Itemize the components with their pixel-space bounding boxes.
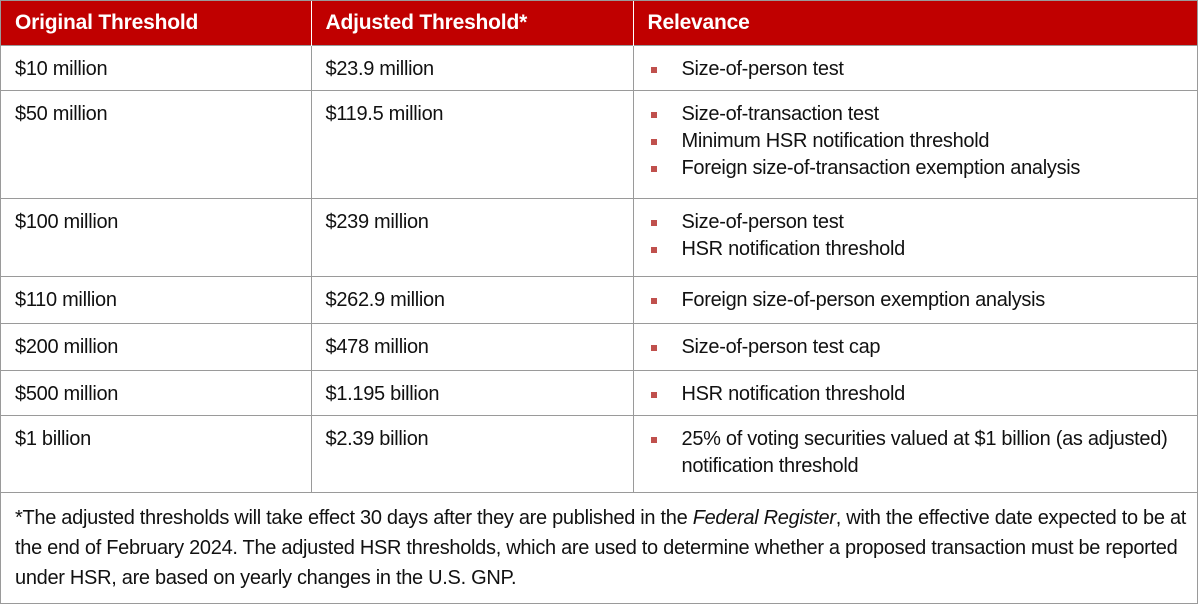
square-bullet-icon — [651, 247, 657, 253]
threshold-table — [1, 1, 1197, 492]
original-threshold-cell: $110 million — [1, 277, 311, 324]
header-original-threshold: Original Threshold — [1, 1, 311, 46]
table-header-row — [1, 1, 1197, 46]
relevance-item: Size-of-person test — [644, 209, 1198, 236]
original-threshold-cell: $500 million — [1, 371, 311, 416]
adjusted-threshold-cell: $262.9 million — [311, 277, 633, 324]
relevance-item: Foreign size-of-transaction exemption analysis — [644, 155, 1198, 182]
relevance-item: Minimum HSR notification threshold — [644, 128, 1198, 155]
relevance-item: HSR notification threshold — [644, 236, 1198, 263]
table-row — [1, 324, 1197, 371]
relevance-item: 25% of voting securities valued at $1 billion (as adjusted) notification threshold — [644, 426, 1198, 480]
square-bullet-icon — [651, 112, 657, 118]
adjusted-threshold-cell: $2.39 billion — [311, 416, 633, 492]
square-bullet-icon — [651, 345, 657, 351]
relevance-cell — [633, 277, 1197, 324]
footnote-text-end: , with the effective date expected to be at the end of February 2024. The adjusted HSR thresholds, which are used to determine whether a proposed transaction must be reported under HSR, are based on yearly changes in the U.S. GNP. — [15, 506, 1187, 589]
square-bullet-icon — [651, 166, 657, 172]
table-row — [1, 416, 1197, 492]
relevance-cell — [633, 416, 1197, 492]
relevance-cell — [633, 46, 1197, 91]
relevance-item: Size-of-transaction test — [644, 101, 1198, 128]
header-relevance: Relevance — [633, 1, 1197, 46]
original-threshold-cell: $100 million — [1, 199, 311, 277]
table-row — [1, 371, 1197, 416]
table-row — [1, 277, 1197, 324]
table-row — [1, 199, 1197, 277]
adjusted-threshold-cell: $478 million — [311, 324, 633, 371]
relevance-item: Size-of-person test cap — [644, 334, 1198, 361]
relevance-item: Size-of-person test — [644, 56, 1198, 83]
footnote-text-start: *The adjusted thresholds will take effect 30 days after they are published in the — [15, 506, 693, 529]
adjusted-threshold-cell: $239 million — [311, 199, 633, 277]
adjusted-threshold-cell: $23.9 million — [311, 46, 633, 91]
relevance-item: Foreign size-of-person exemption analysis — [644, 287, 1198, 314]
relevance-cell — [633, 91, 1197, 199]
original-threshold-cell: $1 billion — [1, 416, 311, 492]
square-bullet-icon — [651, 298, 657, 304]
original-threshold-cell: $10 million — [1, 46, 311, 91]
original-threshold-cell: $200 million — [1, 324, 311, 371]
relevance-cell — [633, 371, 1197, 416]
adjusted-threshold-cell: $1.195 billion — [311, 371, 633, 416]
relevance-cell — [633, 324, 1197, 371]
square-bullet-icon — [651, 139, 657, 145]
table-row — [1, 46, 1197, 91]
square-bullet-icon — [651, 392, 657, 398]
table-row — [1, 91, 1197, 199]
adjusted-threshold-cell: $119.5 million — [311, 91, 633, 199]
header-adjusted-threshold: Adjusted Threshold* — [311, 1, 633, 46]
original-threshold-cell: $50 million — [1, 91, 311, 199]
relevance-cell — [633, 199, 1197, 277]
relevance-item: HSR notification threshold — [644, 381, 1198, 408]
footnote — [1, 492, 1197, 593]
federal-register-text: Federal Register — [692, 506, 836, 529]
square-bullet-icon — [651, 220, 657, 226]
square-bullet-icon — [651, 67, 657, 73]
square-bullet-icon — [651, 437, 657, 443]
